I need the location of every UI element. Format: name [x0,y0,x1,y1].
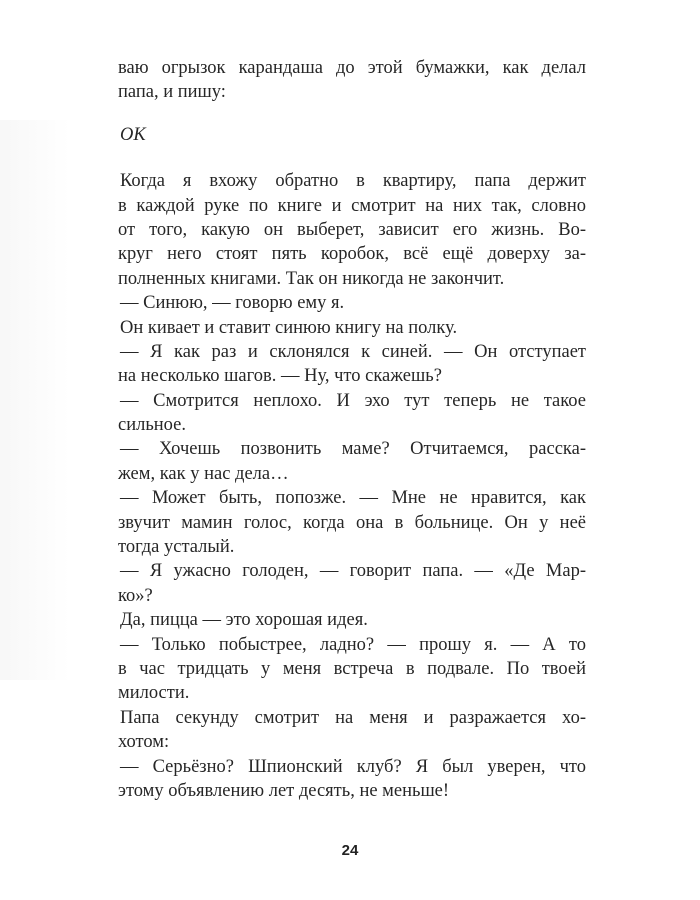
text-line: — Только побыстрее, ладно? — прошу я. — А то [120,634,586,655]
text-line: на несколько шагов. — Ну, что скажешь? [118,366,442,387]
text-line: — Я ужасно голоден, — говорит папа. — «Де Мар- [120,561,586,582]
text-line: — Может быть, попозже. — Мне не нравится, как [120,488,586,509]
text-line: Он кивает и ставит синюю книгу на полку. [120,317,458,338]
text-line: — Я как раз и склонялся к синей. — Он отступает [120,341,586,362]
text-line: — Серьёзно? Шпионский клуб? Я был уверен, что [120,756,586,777]
text-line: сильное. [118,415,186,436]
text-line: от того, какую он выберет, зависит его жизнь. Во- [118,219,586,240]
text-line: в каждой руке по книге и смотрит на них так, словно [118,195,586,216]
text-line: — Хочешь позвонить маме? Отчитаемся, расска- [120,439,586,460]
text-line: Папа секунду смотрит на меня и разражается хо- [120,707,586,728]
page-edge-shadow [0,120,70,680]
text-line: тогда усталый. [118,537,235,558]
text-line: звучит мамин голос, когда она в больнице. Он у неё [118,512,586,533]
page-number: 24 [341,842,359,859]
text-line: — Смотрится неплохо. И эхо тут теперь не такое [120,390,586,411]
page-text [118,56,586,803]
text-line: хотом: [118,732,170,753]
text-line: полненных книгами. Так он никогда не закончит. [118,268,505,289]
text-line: Когда я вхожу обратно в квартиру, папа держит [120,171,586,192]
text-line: — Синюю, — говорю ему я. [120,293,345,314]
text-line: в час тридцать у меня встреча в подвале. По твоей [118,658,586,679]
text-line: ко»? [118,585,153,606]
text-line: папа, и пишу: [118,82,226,103]
text-line: жем, как у нас дела… [118,463,289,484]
text-line: круг него стоят пять коробок, всё ещё доверху за- [118,244,586,265]
note-text: ОК [120,124,146,145]
text-line: этому объявлению лет десять, не меньше! [118,780,450,801]
text-line: милости. [118,683,190,704]
text-line: Да, пицца — это хорошая идея. [120,610,368,631]
text-line: ваю огрызок карандаша до этой бумажки, как делал [118,58,586,78]
